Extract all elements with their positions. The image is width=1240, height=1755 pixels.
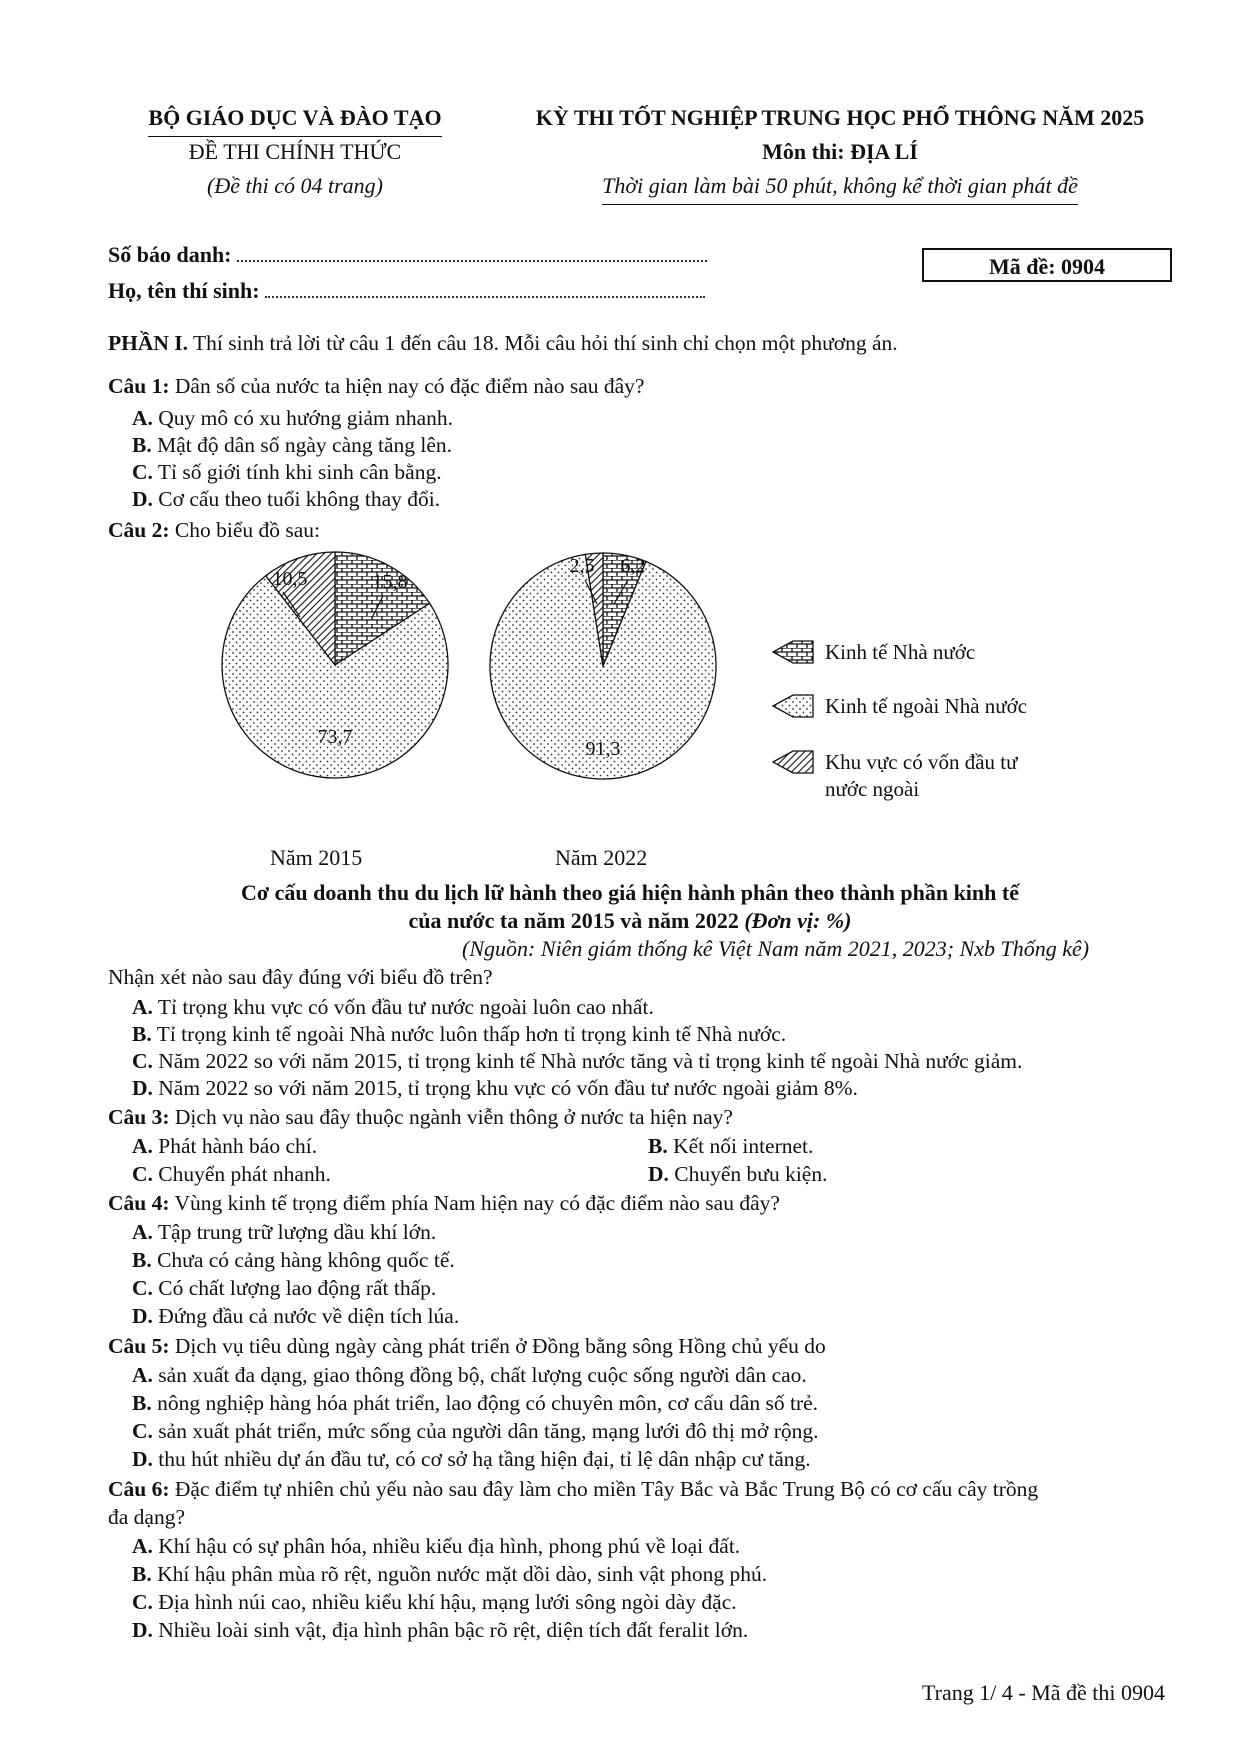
q5-option-c: C. sản xuất phát triển, mức sống của người dân tăng, mạng lưới đô thị mở rộng. — [132, 1419, 819, 1443]
legend-label-fdi-line2: nước ngoài — [825, 777, 920, 801]
part1-instruction: PHẦN I. Thí sinh trả lời từ câu 1 đến câu 18. Mỗi câu hỏi thí sinh chỉ chọn một phương án. — [108, 331, 898, 355]
legend-swatch-non-state — [773, 695, 813, 717]
legend-label-fdi: Khu vực có vốn đầu tư — [825, 750, 1018, 774]
q2-option-d: D. Năm 2022 so với năm 2015, tỉ trọng khu vực có vốn đầu tư nước ngoài giảm 8%. — [132, 1076, 858, 1100]
q1-option-d: D. Cơ cấu theo tuổi không thay đổi. — [132, 487, 441, 511]
pie-2015-year: Năm 2015 — [270, 845, 363, 870]
q6-option-d: D. Nhiều loài sinh vật, địa hình phân bậc rõ rệt, diện tích đất feralit lớn. — [132, 1618, 749, 1642]
candidate-id-row: Số báo danh: — [108, 242, 707, 268]
chart-legend — [773, 640, 1027, 801]
candidate-name-row: Họ, tên thí sinh: — [108, 278, 705, 304]
time-note: Thời gian làm bài 50 phút, không kể thời gian phát đề — [490, 169, 1190, 205]
q1-option-b: B. Mật độ dân số ngày càng tăng lên. — [132, 433, 453, 457]
legend-swatch-fdi — [773, 751, 813, 773]
exam-code-box: Mã đề: 0904 — [922, 248, 1172, 282]
subject-line: Môn thi: ĐỊA LÍ — [762, 139, 918, 164]
question-2: Câu 2: Cho biểu đồ sau: — [108, 518, 321, 542]
q4-option-a: A. Tập trung trữ lượng dầu khí lớn. — [132, 1220, 437, 1244]
q1-option-a: A. Quy mô có xu hướng giảm nhanh. — [132, 406, 454, 430]
q3-option-c: C. Chuyển phát nhanh. — [132, 1162, 331, 1186]
question-3: Câu 3: Dịch vụ nào sau đây thuộc ngành viễn thông ở nước ta hiện nay? — [108, 1105, 733, 1129]
exam-title: KỲ THI TỐT NGHIỆP TRUNG HỌC PHỔ THÔNG NĂM 2025 — [535, 105, 1145, 130]
pages-note: (Đề thi có 04 trang) — [207, 173, 383, 198]
chart-title-line2: của nước ta năm 2015 và năm 2022 (Đơn vị: %) — [408, 908, 852, 933]
question-6: Câu 6: Đặc điểm tự nhiên chủ yếu nào sau đây làm cho miền Tây Bắc và Bắc Trung Bộ có cơ cấu cây trồng — [108, 1477, 1039, 1501]
pie-2015-label-state: 15,8 — [372, 571, 408, 593]
page-footer: Trang 1/ 4 - Mã đề thi 0904 — [922, 1680, 1166, 1705]
q4-option-c: C. Có chất lượng lao động rất thấp. — [132, 1276, 437, 1300]
q2-followup: Nhận xét nào sau đây đúng với biểu đồ trên? — [108, 965, 493, 989]
q3-option-b: B. Kết nối internet. — [648, 1134, 814, 1158]
pie-2022-label-state: 6,2 — [620, 555, 646, 577]
ministry-name: BỘ GIÁO DỤC VÀ ĐÀO TẠO — [105, 101, 485, 137]
question-6-cont: đa dạng? — [108, 1505, 186, 1529]
legend-label-non-state: Kinh tế ngoài Nhà nước — [825, 694, 1028, 718]
pie-2015-label-non-state: 73,7 — [317, 726, 353, 748]
q2-option-a: A. Tỉ trọng khu vực có vốn đầu tư nước ngoài luôn cao nhất. — [132, 995, 654, 1019]
pie-2022-label-non-state: 91,3 — [585, 738, 621, 760]
q2-option-c: C. Năm 2022 so với năm 2015, tỉ trọng kinh tế Nhà nước tăng và tỉ trọng kinh tế ngoài Nhà nước giảm. — [132, 1049, 1023, 1073]
chart-title-line1: Cơ cấu doanh thu du lịch lữ hành theo giá hiện hành phân theo thành phần kinh tế — [241, 880, 1019, 905]
q5-option-b: B. nông nghiệp hàng hóa phát triển, lao động có chuyên môn, cơ cấu dân số trẻ. — [132, 1391, 819, 1415]
q3-option-d: D. Chuyển bưu kiện. — [648, 1162, 828, 1186]
q4-option-b: B. Chưa có cảng hàng không quốc tế. — [132, 1248, 455, 1272]
legend-label-state: Kinh tế Nhà nước — [825, 640, 976, 664]
chart-source: (Nguồn: Niên giám thống kê Việt Nam năm 2021, 2023; Nxb Thống kê) — [462, 936, 1090, 961]
q5-option-d: D. thu hút nhiều dự án đầu tư, có cơ sở hạ tầng hiện đại, tỉ lệ dân nhập cư tăng. — [132, 1447, 811, 1471]
question-1: Câu 1: Dân số của nước ta hiện nay có đặc điểm nào sau đây? — [108, 374, 645, 398]
q3-option-a: A. Phát hành báo chí. — [132, 1134, 318, 1158]
q5-option-a: A. sản xuất đa dạng, giao thông đồng bộ, chất lượng cuộc sống người dân cao. — [132, 1363, 807, 1387]
legend-swatch-state — [773, 641, 813, 663]
question-5: Câu 5: Dịch vụ tiêu dùng ngày càng phát triển ở Đồng bằng sông Hồng chủ yếu do — [108, 1334, 826, 1358]
q6-option-a: A. Khí hậu có sự phân hóa, nhiều kiểu địa hình, phong phú về loại đất. — [132, 1534, 741, 1558]
question-4: Câu 4: Vùng kinh tế trọng điểm phía Nam hiện nay có đặc điểm nào sau đây? — [108, 1191, 780, 1215]
q4-option-d: D. Đứng đầu cả nước về diện tích lúa. — [132, 1304, 460, 1328]
q6-option-b: B. Khí hậu phân mùa rõ rệt, nguồn nước mặt dồi dào, sinh vật phong phú. — [132, 1562, 768, 1586]
q2-option-b: B. Tỉ trọng kinh tế ngoài Nhà nước luôn thấp hơn tỉ trọng kinh tế Nhà nước. — [132, 1022, 787, 1046]
q1-option-c: C. Tỉ số giới tính khi sinh cân bằng. — [132, 460, 442, 484]
pie-2022-year: Năm 2022 — [555, 845, 648, 870]
pie-2015-label-fdi: 10,5 — [272, 568, 308, 590]
official-label: ĐỀ THI CHÍNH THỨC — [188, 139, 402, 164]
q6-option-c: C. Địa hình núi cao, nhiều kiểu khí hậu, mạng lưới sông ngòi dày đặc. — [132, 1590, 737, 1614]
pie-2022-label-fdi: 2,5 — [569, 555, 595, 577]
